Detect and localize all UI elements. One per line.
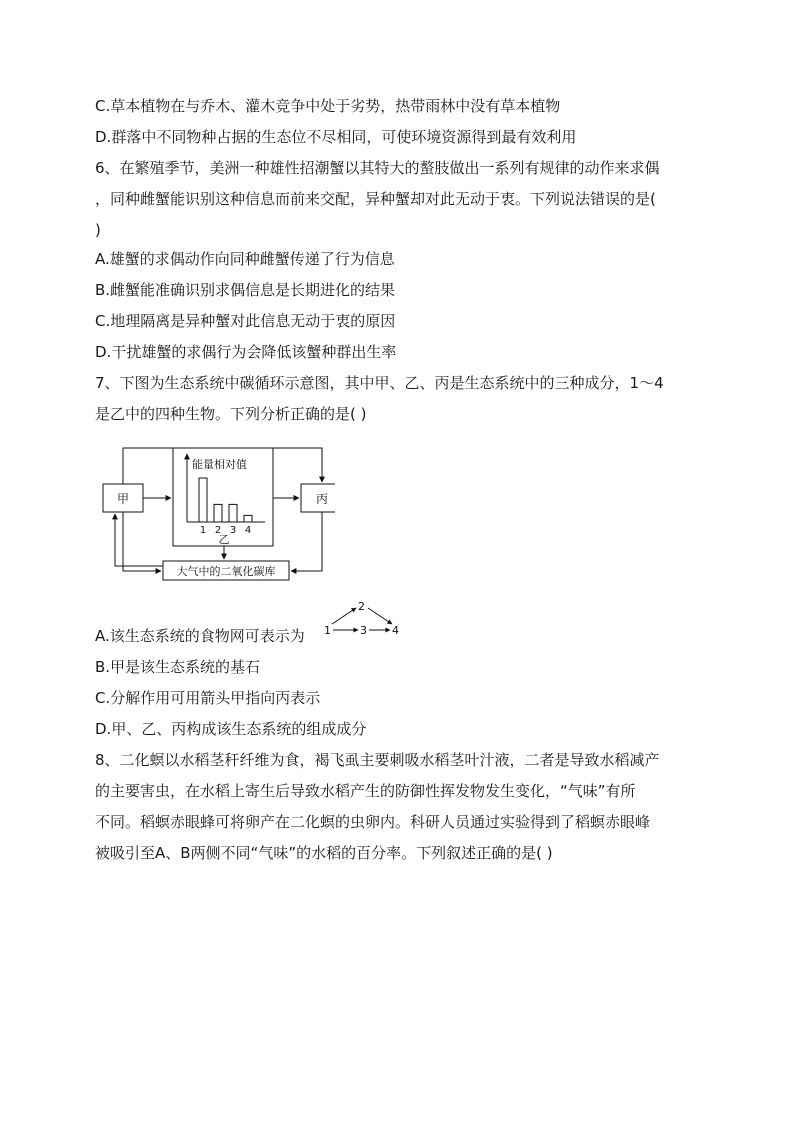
- bar-3: [229, 504, 237, 522]
- option-6a: A.雄蟹的求偶动作向同种雌蟹传递了行为信息: [95, 250, 395, 268]
- option-6b: B.雌蟹能准确识别求偶信息是长期进化的结果: [95, 281, 396, 299]
- option-7b: B.甲是该生态系统的基石: [95, 658, 261, 676]
- question-8-line-1: 8、二化螟以水稻茎秆纤维为食，褐飞虱主要刺吸水稻茎叶汁液，二者是导致水稻减产: [95, 751, 660, 769]
- edge-1-2: [332, 608, 356, 624]
- arrow-jia-to-co2: [123, 512, 161, 571]
- arrow-co2-to-jia: [115, 514, 163, 566]
- node-3: 3: [360, 624, 367, 637]
- option-5d: D.群落中不同物种占据的生态位不尽相同，可使环境资源得到最有效利用: [95, 128, 577, 146]
- bar-label-1: 1: [199, 525, 207, 536]
- bar-label-2: 2: [214, 525, 222, 536]
- bar-1: [199, 478, 207, 522]
- option-7c: C.分解作用可用箭头甲指向丙表示: [95, 689, 321, 707]
- co2-label: 大气中的二氧化碳库: [176, 565, 276, 578]
- yi-label: 乙: [218, 533, 230, 546]
- carbon-cycle-diagram: [95, 440, 335, 585]
- bar-4: [244, 515, 252, 522]
- option-7d: D.甲、乙、丙构成该生态系统的组成成分: [95, 720, 367, 738]
- node-1: 1: [324, 624, 331, 637]
- question-8-line-4: 被吸引至A、B两侧不同“气味”的水稻的百分率。下列叙述正确的是( ): [95, 844, 553, 862]
- bar-label-3: 3: [229, 525, 237, 536]
- option-5c: C.草本植物在与乔木、灌木竞争中处于劣势，热带雨林中没有草本植物: [95, 97, 561, 115]
- question-8-line-3: 不同。稻螟赤眼蜂可将卵产在二化螟的虫卵内。科研人员通过实验得到了稻螟赤眼峰: [95, 813, 651, 831]
- node-4: 4: [392, 624, 399, 637]
- question-7-line-1: 7、下图为生态系统中碳循环示意图，其中甲、乙、丙是生态系统中的三种成分，1～4: [95, 374, 664, 392]
- chart-title: 能量相对值: [192, 458, 247, 471]
- question-6-line-1: 6、在繁殖季节，美洲一种雄性招潮蟹以其特大的螯肢做出一系列有规律的动作来求偶: [95, 159, 660, 177]
- option-6d: D.干扰雄蟹的求偶行为会降低该蟹种群出生率: [95, 343, 397, 361]
- question-7-line-2: 是乙中的四种生物。下列分析正确的是( ): [95, 405, 367, 423]
- bing-label: 丙: [315, 492, 329, 506]
- arrow-bing-to-co2: [291, 512, 322, 571]
- bar-2: [214, 504, 222, 522]
- question-8-line-2: 的主要害虫，在水稻上寄生后导致水稻产生的防御性挥发物发生变化，“气味”有所: [95, 782, 636, 800]
- question-6-line-2: ，同种雌蟹能识别这种信息而前来交配，异种蟹却对此无动于衷。下列说法错误的是(: [95, 190, 656, 208]
- food-web-diagram: [322, 598, 404, 638]
- bar-label-4: 4: [244, 525, 252, 536]
- option-7a: A.该生态系统的食物网可表示为: [95, 627, 305, 645]
- edge-2-4: [368, 608, 392, 624]
- question-6-line-3: ): [95, 221, 101, 239]
- jia-label: 甲: [116, 492, 130, 506]
- node-2: 2: [358, 600, 365, 613]
- option-6c: C.地理隔离是异种蟹对此信息无动于衷的原因: [95, 312, 396, 330]
